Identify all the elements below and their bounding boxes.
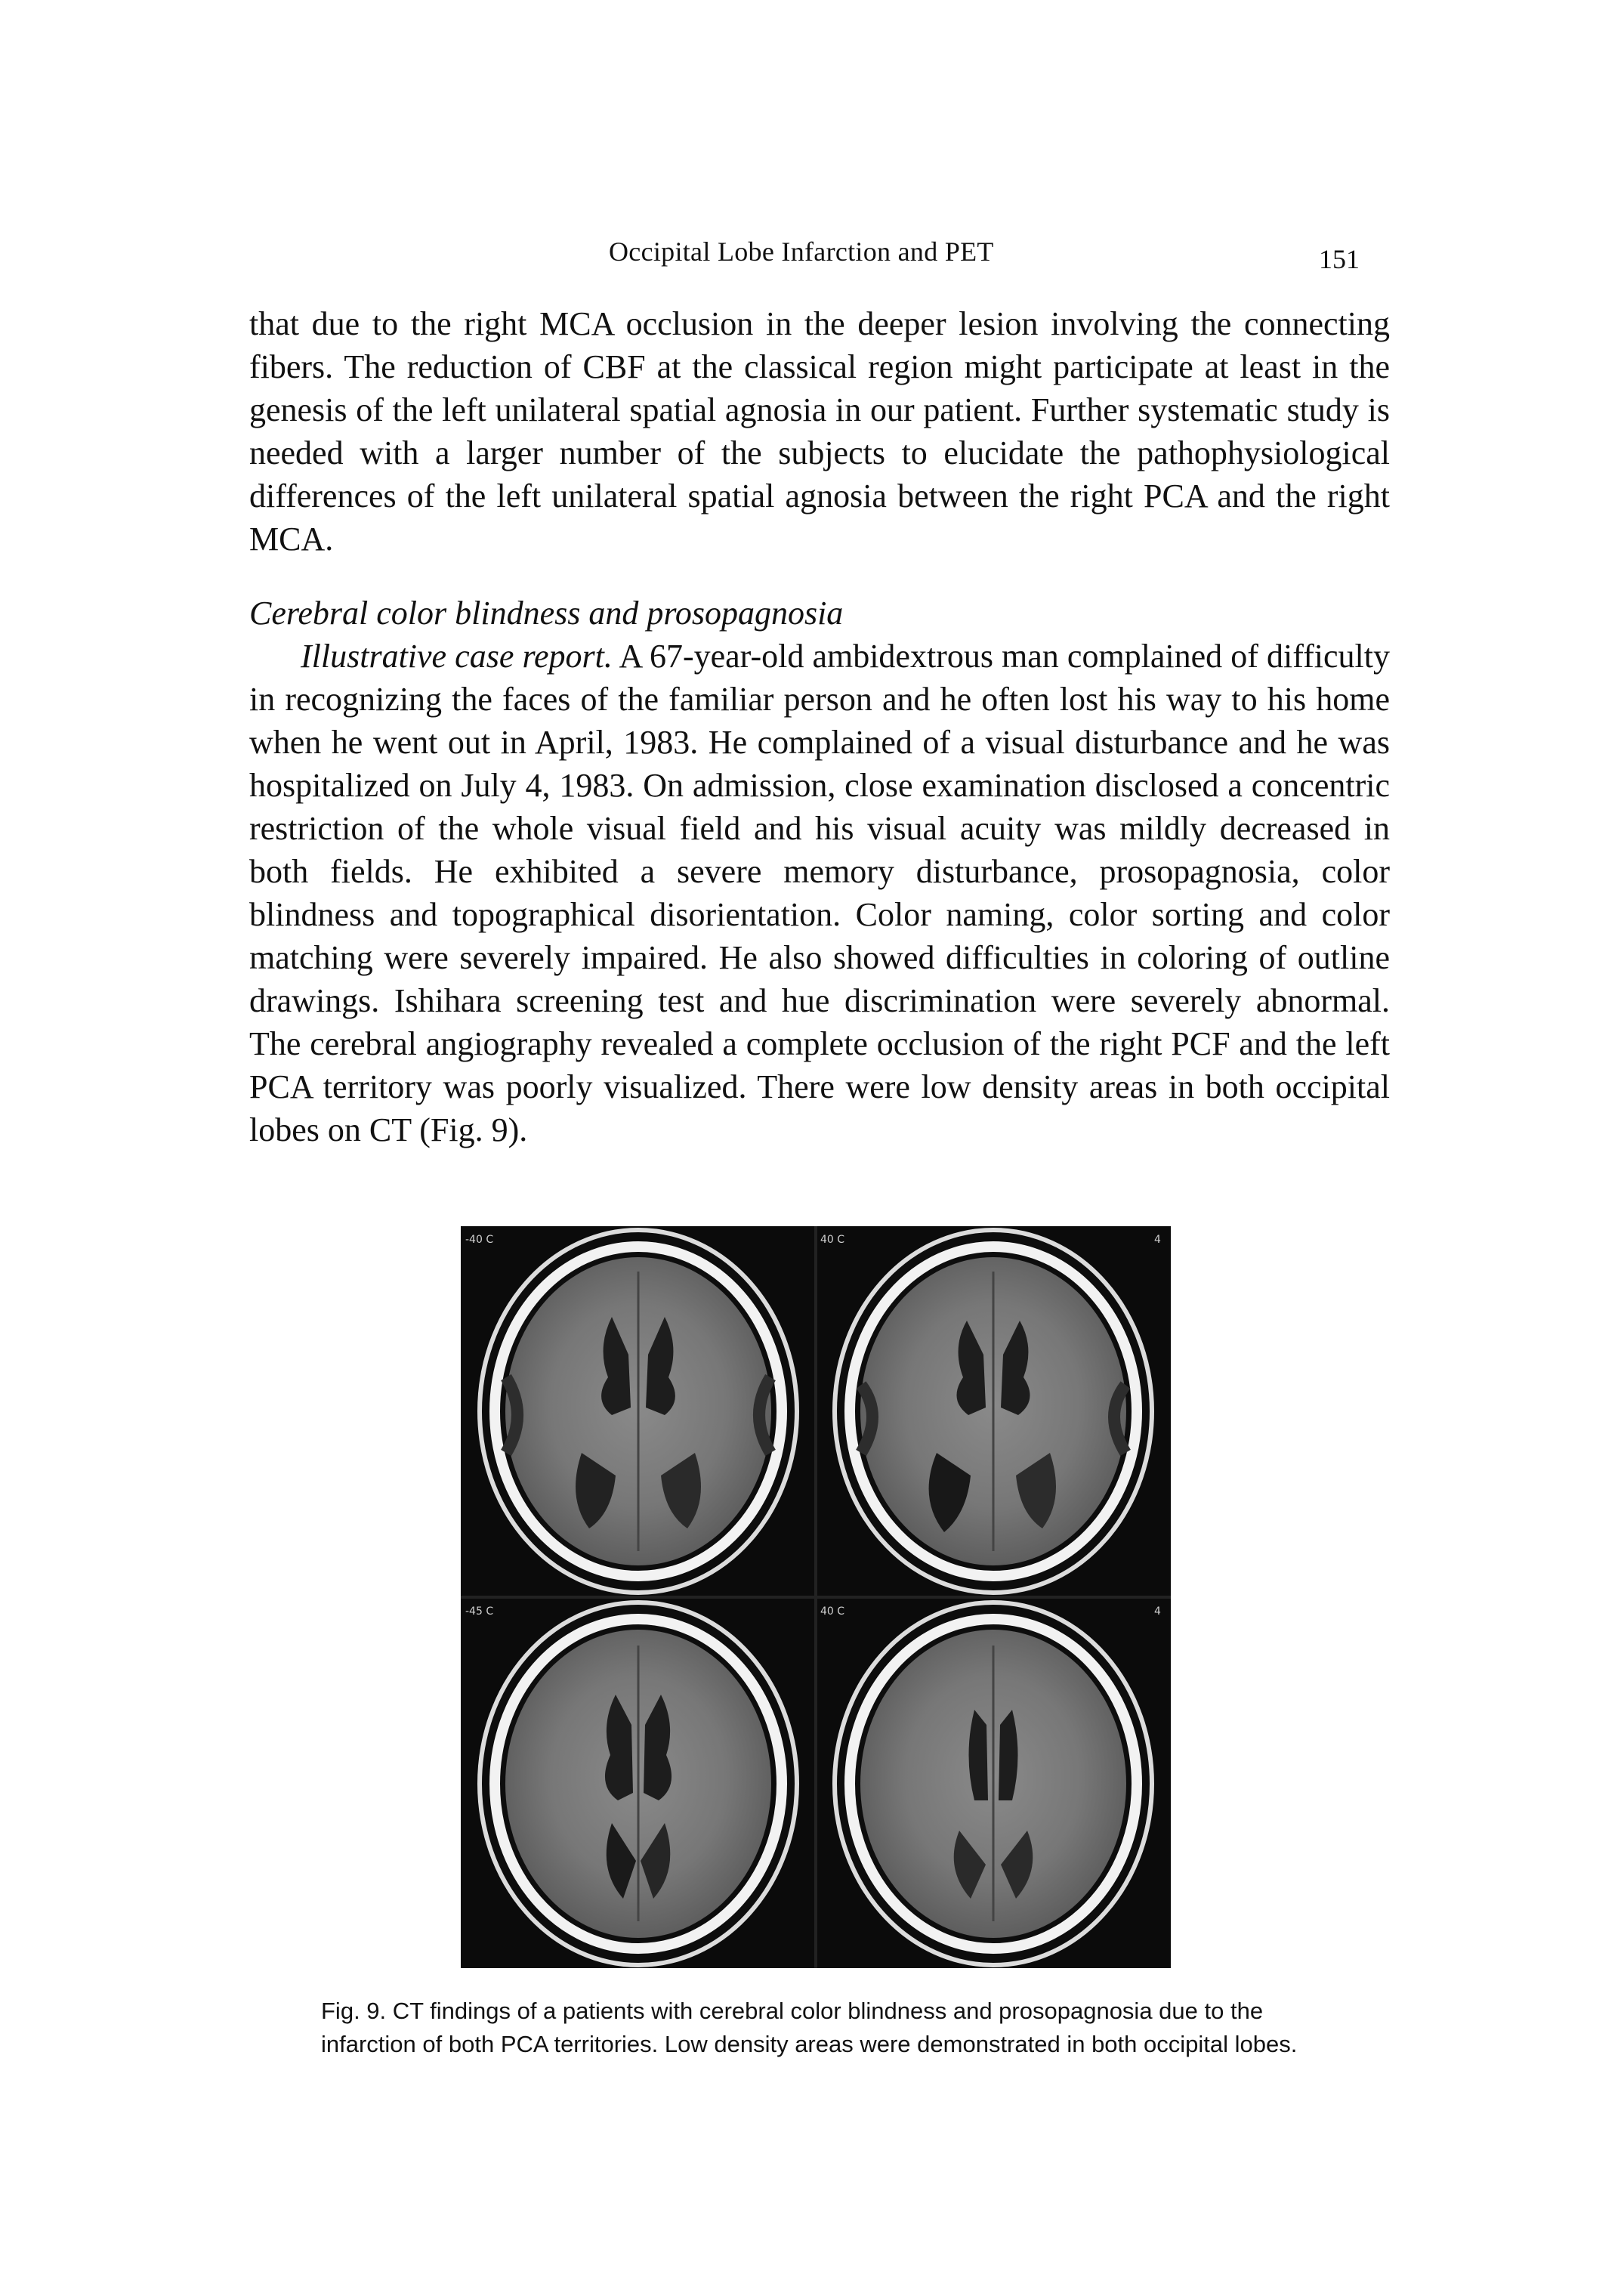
panel-label-1: -40 C [465,1234,494,1246]
figure-caption: Fig. 9. CT findings of a patients with cerebral color blindness and prosopagnosia due to the infarction of both PCA territories. Low density areas were demonstrated in both occipital lobes. [321,1998,1298,2057]
running-title: Occipital Lobe Infarction and PET [609,236,994,267]
panel-label-2: 40 C [820,1234,845,1246]
running-header [249,233,1360,275]
panel-label-6: 4 [1154,1605,1161,1618]
case-report-paragraph [249,635,1390,1151]
case-report-label: Illustrative case report. [301,638,613,675]
section-heading: Cerebral color blindness and prosopagnosia [249,595,844,632]
page-number: 151 [1319,244,1360,274]
ct-scan-figure [461,1226,1171,1968]
panel-label-5: 40 C [820,1605,845,1618]
panel-label-4: -45 C [465,1605,494,1618]
panel-label-3: 4 [1154,1234,1161,1246]
case-report-text: A 67-year-old ambidextrous man complained of difficulty in recognizing the faces of the familiar person and he often lost his way to his home when he went out in April, 1983. He complained of a visual disturbance and he was hospitalized on July 4, 1983. On admission, close examination disclosed a concentric restriction of the whole visual field and his visual acuity was mildly decreased in both fields. He exhibited a severe memory disturbance, prosopagnosia, color blindness and topographical disorientation. Color naming, color sorting and color matching were severely impaired. He also showed difficulties in coloring of outline drawings. Ishihara screening test and hue discrimination were severely abnormal. The cerebral angiography revealed a complete occlusion of the right PCF and the left PCA territory was poorly visualized. There were low density areas in both occipital lobes on CT (Fig. 9). [249,638,1390,1148]
body-paragraph-1: that due to the right MCA occlusion in the deeper lesion involving the connecting fibers. The reduction of CBF at the classical region might participate at least in the genesis of the left unilateral spatial agnosia in our patient. Further systematic study is needed with a larger number of the subjects to elucidate the pathophysiological differences of the left unilateral spatial agnosia between the right PCA and the right MCA. [249,305,1390,558]
